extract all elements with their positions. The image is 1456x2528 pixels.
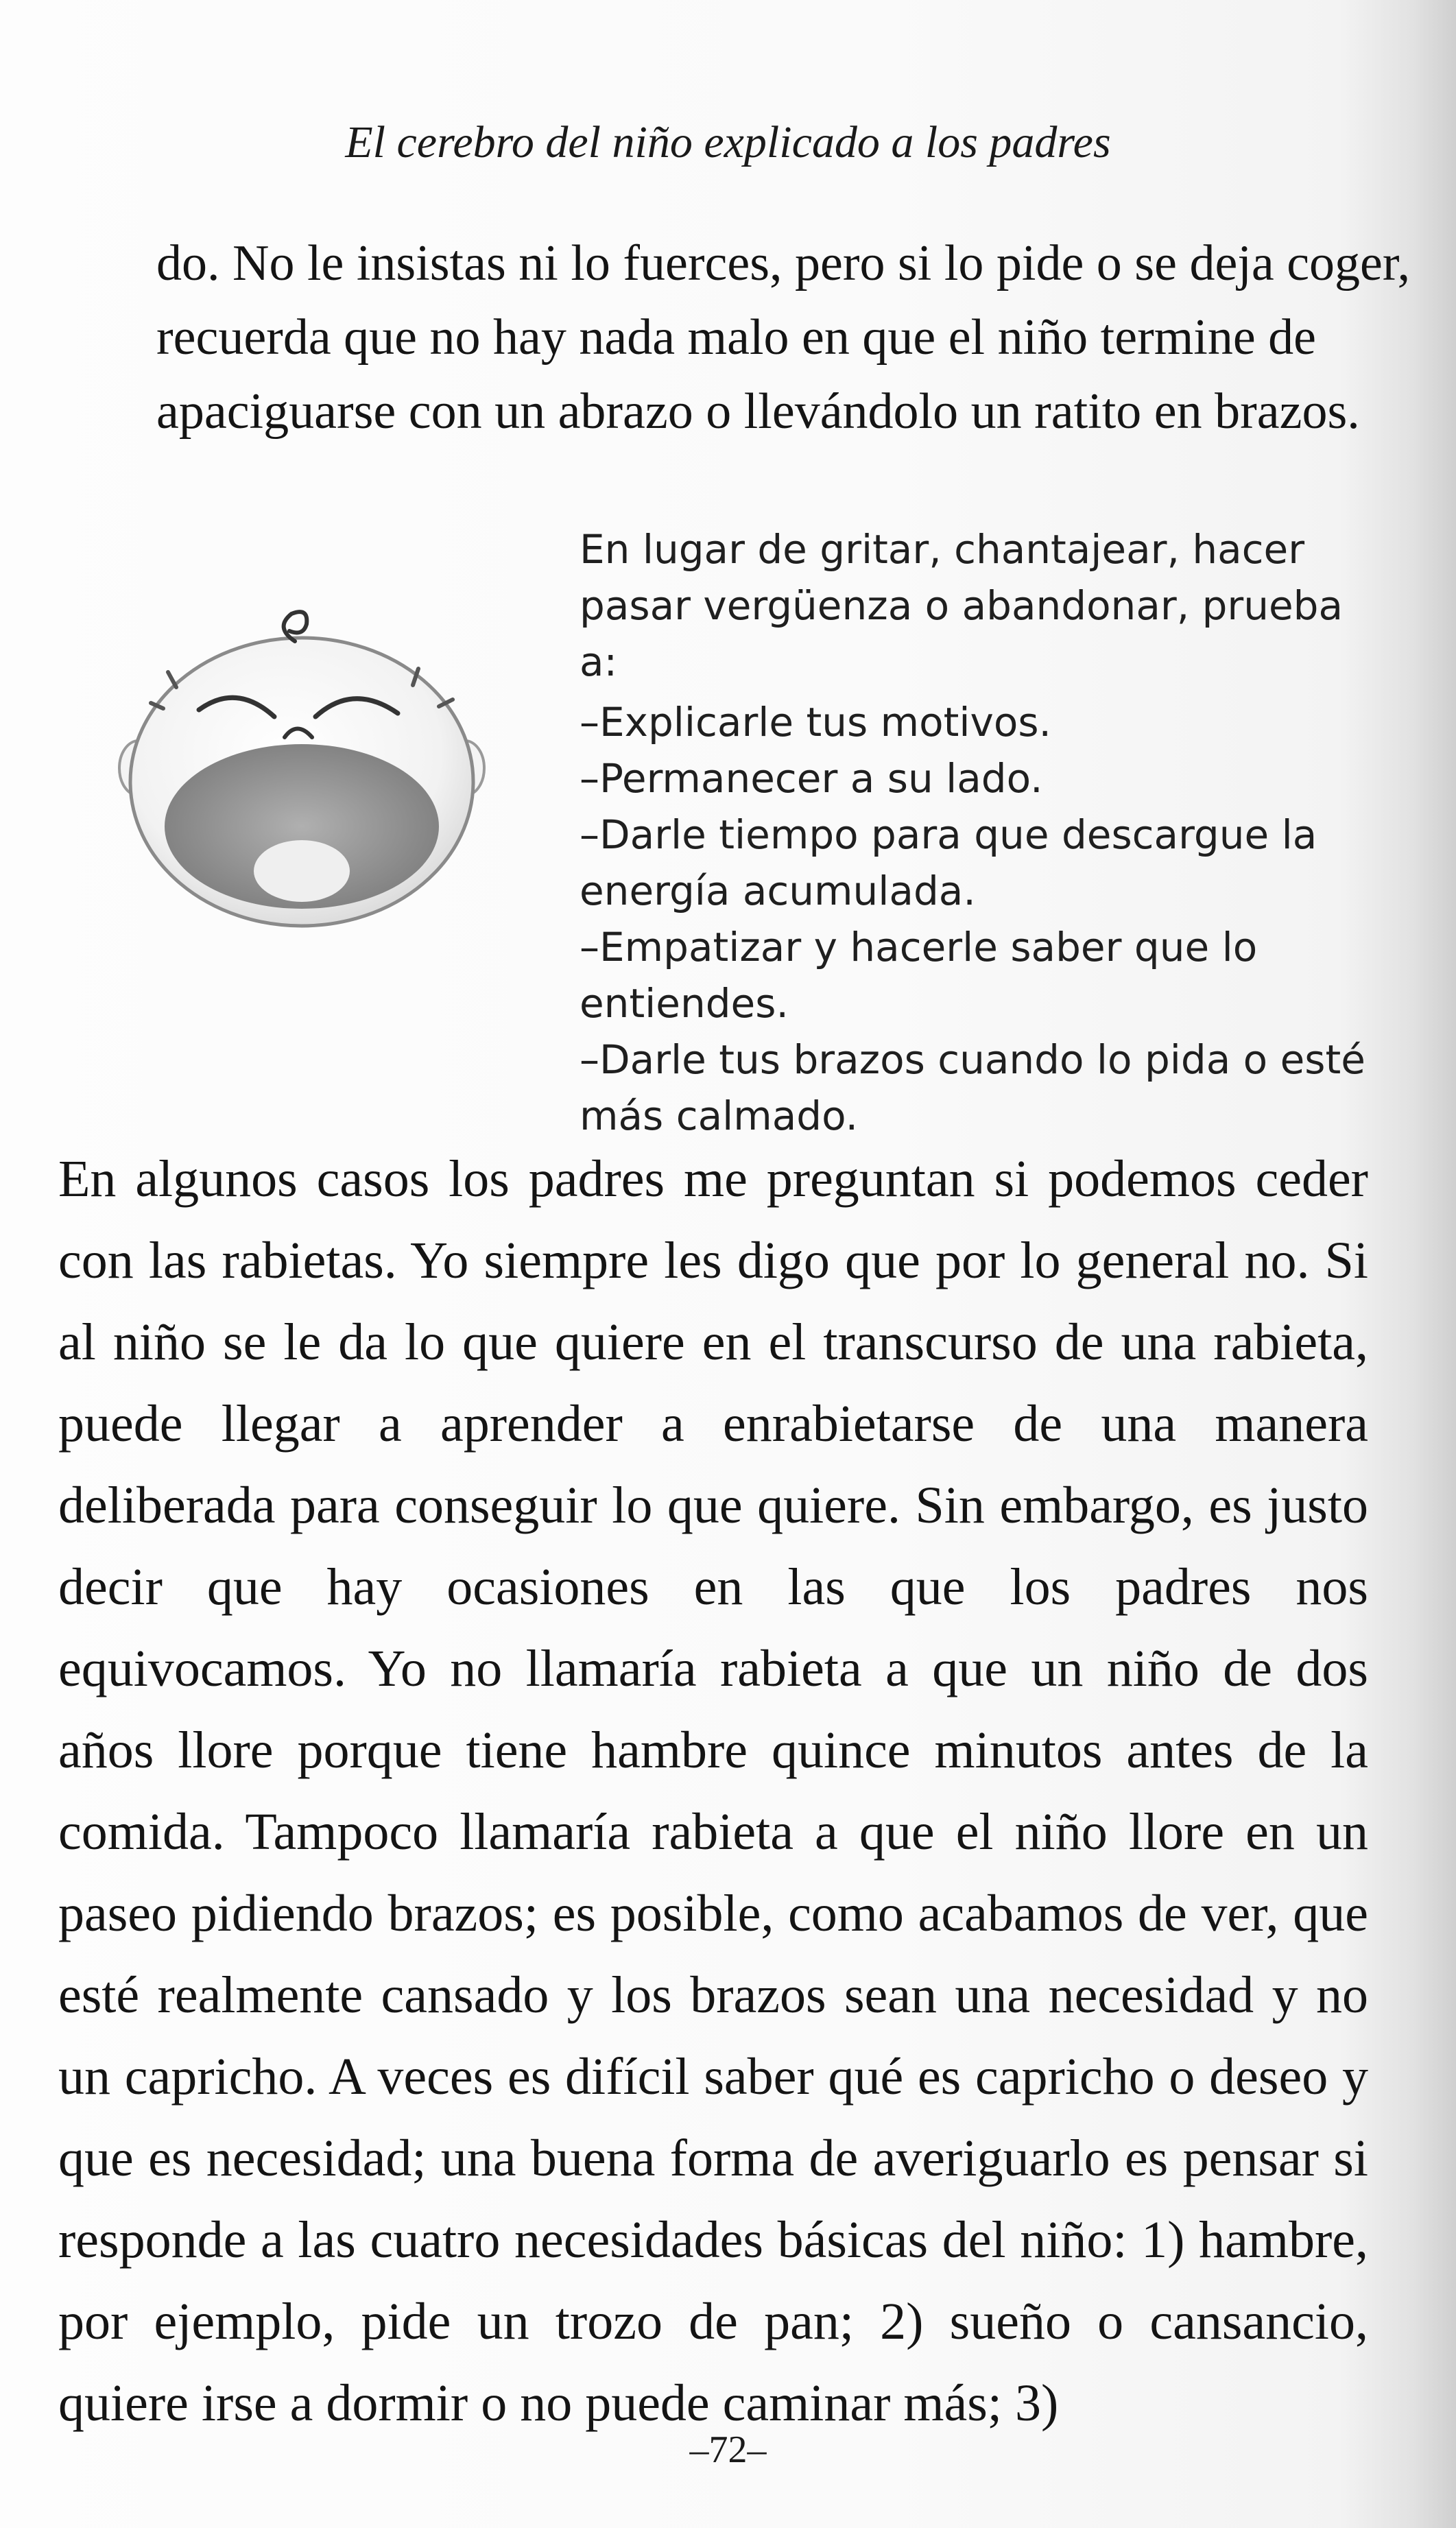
intro-paragraph bbox=[156, 226, 1411, 449]
intro-line: recuerda que no hay nada malo en que el niño termine de bbox=[156, 309, 1317, 366]
tip-item: –Permanecer a su lado. bbox=[580, 755, 1043, 802]
running-head: El cerebro del niño explicado a los padres bbox=[345, 117, 1111, 167]
tips-lead: En lugar de gritar, chantajear, hacer pasar vergüenza o abandonar, prueba a: bbox=[580, 526, 1344, 685]
tip-item: –Empatizar y hacerle saber que lo entiendes. bbox=[580, 924, 1258, 1027]
tips-box bbox=[580, 521, 1389, 1144]
body-paragraph bbox=[58, 1138, 1368, 2444]
tips-list bbox=[580, 694, 1389, 1144]
tip-item: –Darle tus brazos cuando lo pida o esté más calmado. bbox=[580, 1036, 1365, 1139]
intro-line: do. No le insistas ni lo fuerces, pero si lo pide o se deja coger, bbox=[156, 235, 1411, 291]
crying-baby-icon bbox=[96, 583, 508, 940]
tip-item: –Explicarle tus motivos. bbox=[580, 699, 1051, 746]
tip-item: –Darle tiempo para que descargue la energía acumulada. bbox=[580, 811, 1317, 914]
page-number: –72– bbox=[689, 2429, 767, 2471]
intro-line: apaciguarse con un abrazo o llevándolo un ratito en brazos. bbox=[156, 383, 1360, 440]
body-text: En algunos casos los padres me preguntan si podemos ceder con las rabietas. Yo siempre les digo que por lo general no. Si al niño se le da lo que quiere en el transcurso de una rabieta, puede llegar a aprender a enrabietarse de una manera deliberada para conseguir lo que quiere. Sin embargo, es justo decir que hay ocasiones en las que los padres nos equivocamos. Yo no llamaría rabieta a que un niño de dos años llore porque tiene hambre quince minutos antes de la comida. Tampoco llamaría rabieta a que el niño llore en un paseo pidiendo brazos; es posible, como acabamos de ver, que esté realmente cansado y los brazos sean una necesidad y no un capricho. A veces es difícil saber qué es capricho o deseo y que es necesidad; una buena forma de averiguarlo es pensar si responde a las cuatro necesidades básicas del niño: 1) hambre, por ejemplo, pide un trozo de pan; 2) sueño o cansancio, quiere irse a dormir o no puede caminar más; 3) bbox=[58, 1150, 1368, 2432]
